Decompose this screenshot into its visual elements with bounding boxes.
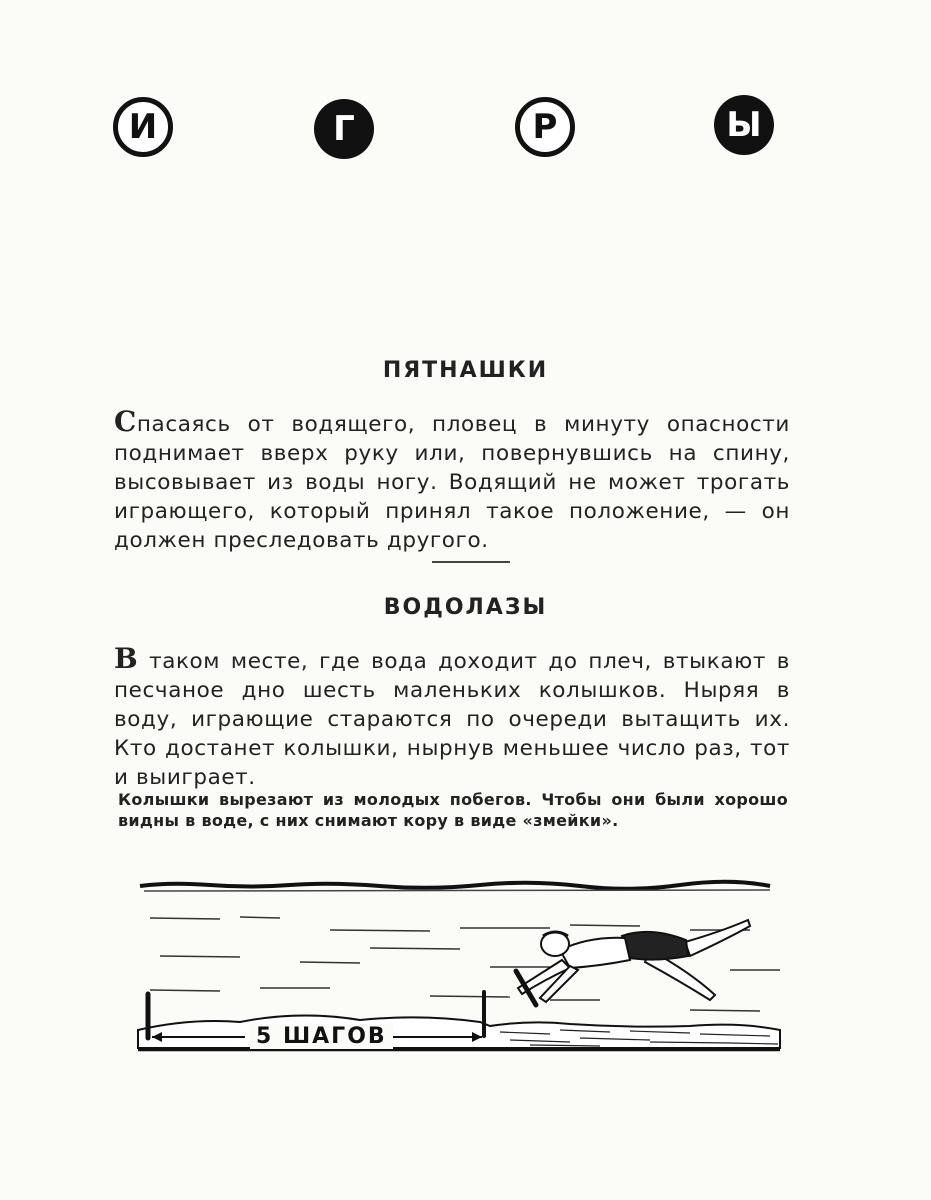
paragraph-body: пасаясь от водящего, пловец в минуту опасности поднимает вверх руку или, повернувшись на спину, высовывает из воды ногу. Водящий не может трогать играющего, который принял такое положение, — он должен преследовать другого.	[114, 412, 790, 553]
title-letter-circle: Р	[515, 97, 575, 157]
paragraph-body: таком месте, где вода доходит до плеч, втыкают в песчаное дно шесть маленьких колышков. Ныряя в воду, играющие стараются по очереди вытащить их. Кто достанет колышки, нырнув меньшее число раз, тот и выиграет.	[114, 649, 790, 790]
sand-bottom	[138, 1015, 780, 1048]
title-letter-circle: Г	[314, 99, 374, 159]
title-letter-circle: Ы	[714, 95, 774, 155]
section-heading-tag: ПЯТНАШКИ	[382, 358, 549, 383]
water-surface-shadow	[144, 890, 770, 891]
section-text-divers	[114, 644, 790, 792]
note-text: Колышки вырезают из молодых побегов. Чтобы они были хорошо видны в воде, с них снимают кору в виде «змейки».	[118, 790, 788, 830]
dropcap: С	[114, 405, 137, 438]
section-divider	[432, 561, 510, 563]
water-ripples	[150, 917, 780, 1011]
water-surface	[140, 882, 770, 889]
title-letter-circle: И	[113, 97, 173, 157]
dropcap: В	[114, 642, 139, 675]
title-games	[0, 95, 931, 165]
section-heading-divers: ВОДОЛАЗЫ	[383, 595, 548, 620]
section-text-tag	[114, 407, 790, 555]
diver-figure	[518, 920, 750, 1002]
diver-illustration	[130, 870, 790, 1070]
measure-label: 5 ШАГОВ	[250, 1024, 393, 1049]
